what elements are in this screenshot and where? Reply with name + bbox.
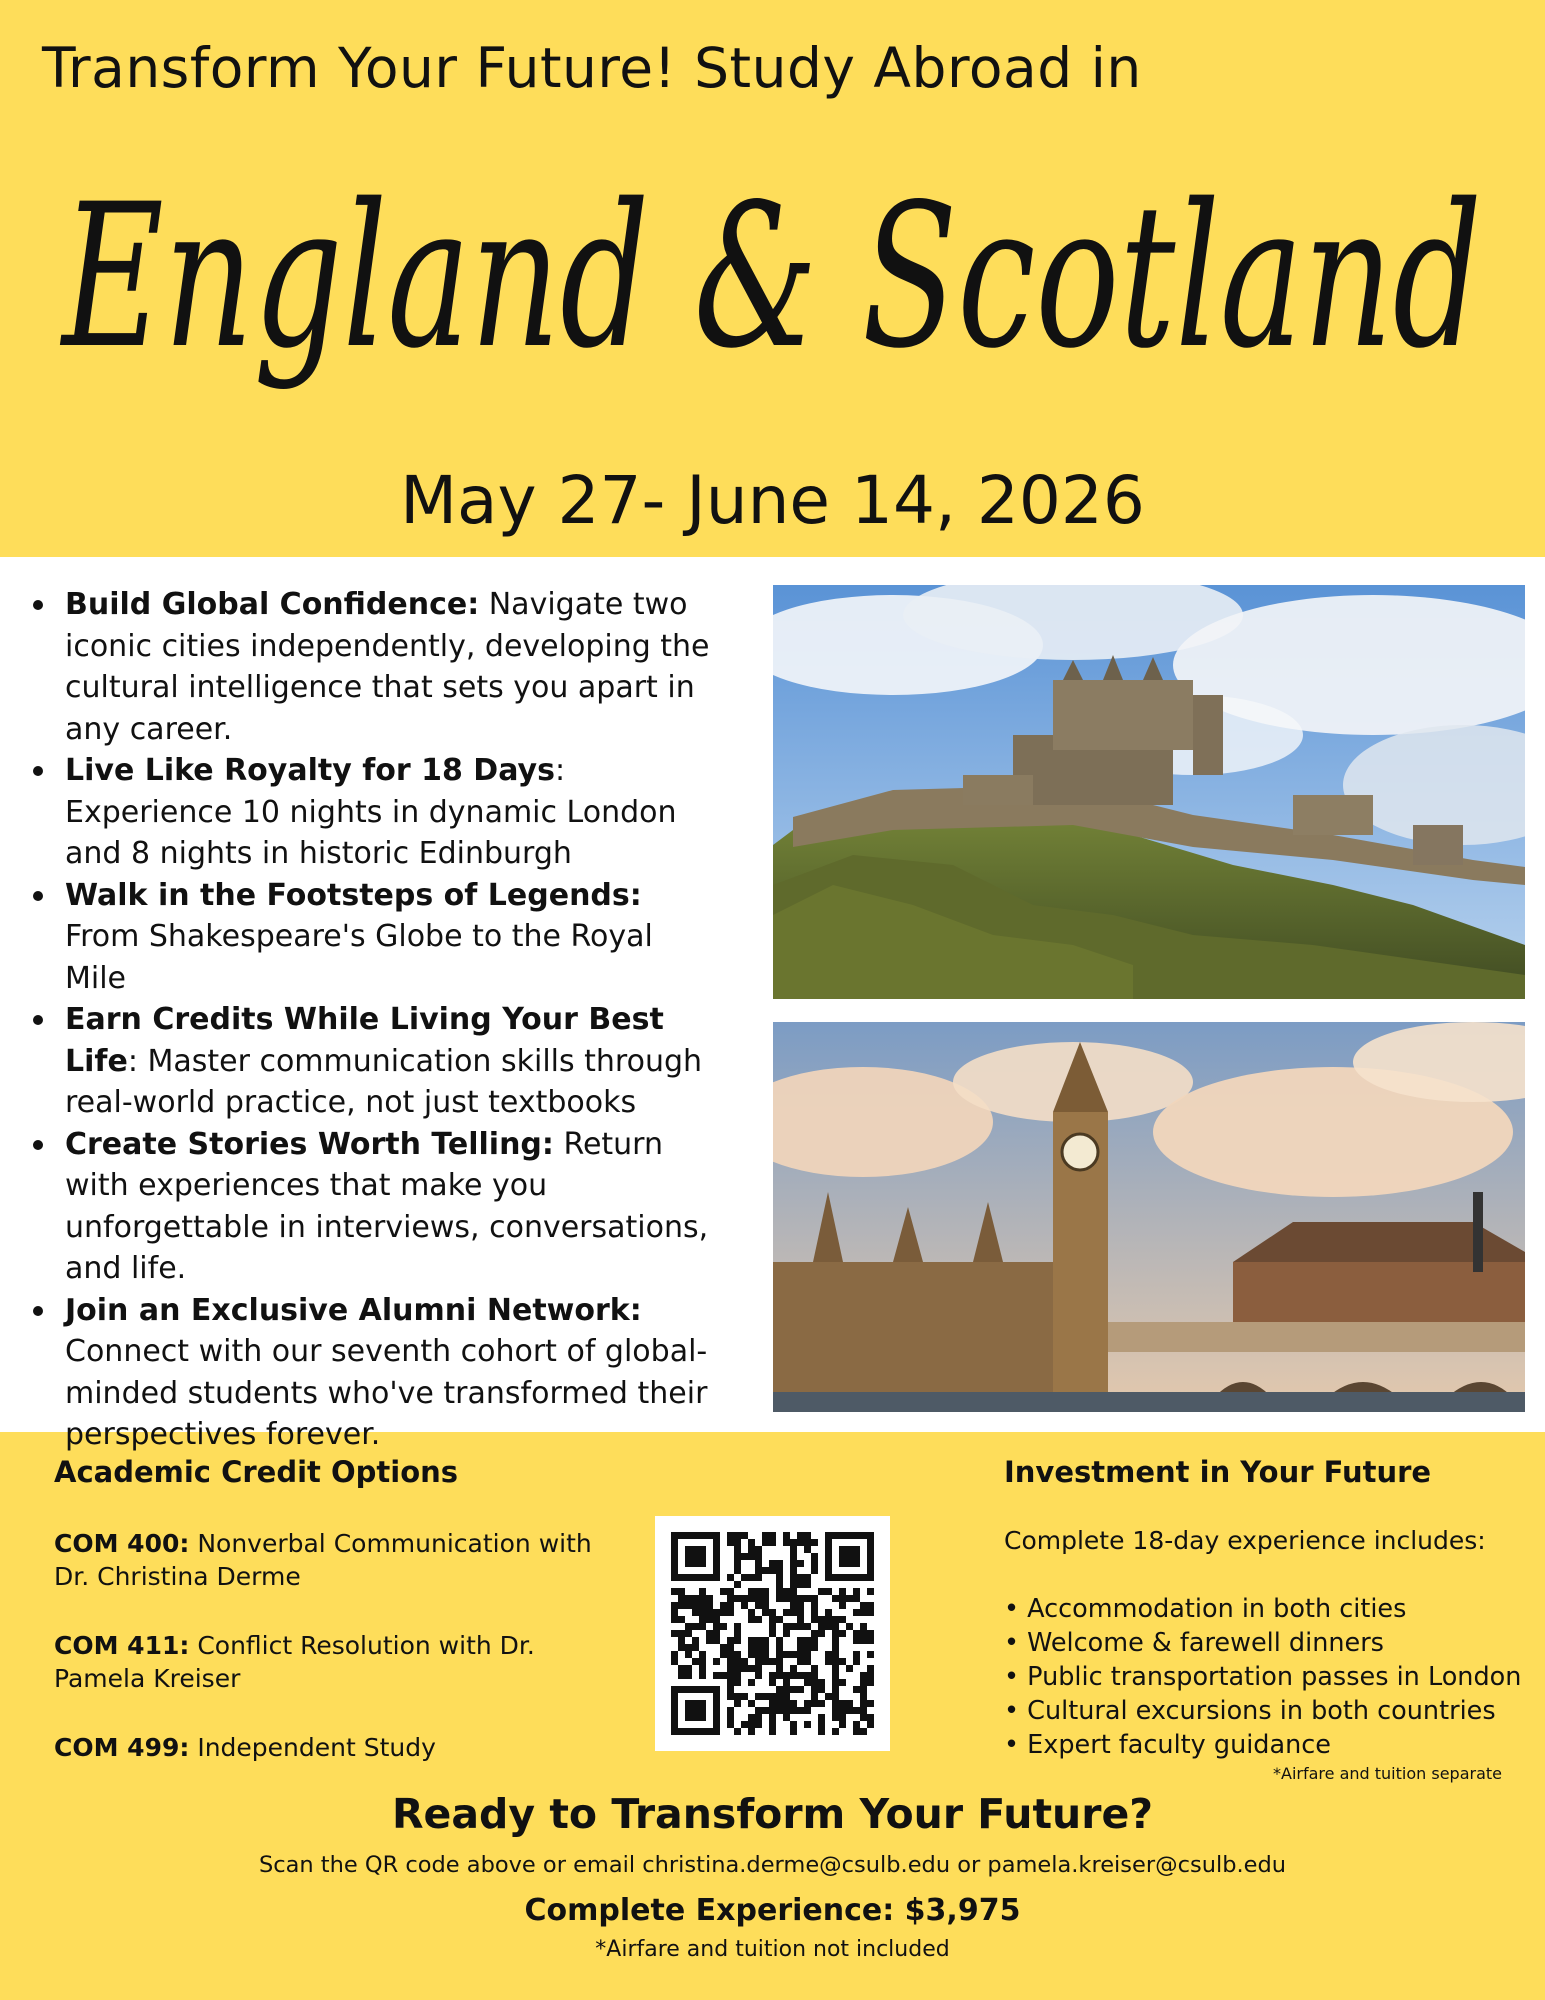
benefit-title: Join an Exclusive Alumni Network:	[65, 1292, 642, 1328]
price-note: *Airfare and tuition not included	[595, 1937, 950, 1962]
benefit-text: From Shakespeare's Globe to the Royal Mile	[65, 919, 653, 996]
benefit-title: Create Stories Worth Telling:	[65, 1126, 554, 1162]
tagline: Transform Your Future! Study Abroad in	[42, 36, 1142, 100]
investment-heading: Investment in Your Future	[1004, 1455, 1432, 1489]
cta-heading: Ready to Transform Your Future?	[391, 1790, 1154, 1838]
benefit-text: Navigate two iconic cities independently, developing the cultural intelligence that sets you apart in any career.	[65, 587, 710, 747]
benefit-item	[26, 584, 716, 750]
london-big-ben-photo	[773, 1022, 1525, 1412]
benefit-item	[26, 875, 716, 1000]
course-desc: Nonverbal Communication with Dr. Christina Derme	[54, 1529, 592, 1591]
course-code: COM 400:	[54, 1529, 190, 1558]
price-total: Complete Experience: $3,975	[524, 1893, 1021, 1928]
include-item: • Accommodation in both cities	[1004, 1594, 1407, 1624]
investment-intro: Complete 18-day experience includes:	[1004, 1526, 1486, 1555]
academic-heading: Academic Credit Options	[54, 1455, 459, 1489]
benefits-list	[26, 584, 716, 1456]
benefit-title: Live Like Royalty for 18 Days	[65, 753, 555, 788]
edinburgh-castle-photo	[773, 585, 1525, 999]
course-code: COM 411:	[54, 1631, 190, 1660]
benefit-text: : Master communication skills through real-world practice, not just textbooks	[65, 1043, 703, 1120]
investment-note: *Airfare and tuition separate	[1273, 1764, 1502, 1783]
course-code: COM 499:	[54, 1733, 190, 1762]
script-title-text: England & Scotland	[59, 161, 1482, 392]
benefit-item	[26, 999, 716, 1124]
course-desc: Independent Study	[189, 1733, 436, 1762]
include-item: • Public transportation passes in London	[1004, 1662, 1522, 1692]
cta-contact: Scan the QR code above or email christina.derme@csulb.edu or pamela.kreiser@csulb.edu	[258, 1852, 1287, 1878]
qr-code-icon[interactable]	[655, 1516, 890, 1751]
benefit-title: Build Global Confidence:	[65, 587, 480, 622]
benefit-item	[26, 1124, 716, 1290]
include-item: • Cultural excursions in both countries	[1004, 1696, 1496, 1726]
script-title	[0, 120, 1545, 464]
benefit-text: : Experience 10 nights in dynamic London and 8 nights in historic Edinburgh	[65, 753, 677, 871]
course-com499	[54, 1731, 634, 1764]
program-dates: May 27- June 14, 2026	[400, 462, 1145, 539]
includes-list	[1004, 1592, 1521, 1762]
course-com411	[54, 1629, 634, 1695]
benefit-text: Return with experiences that make you unforgettable in interviews, conversations, and life.	[65, 1126, 709, 1286]
include-item: • Expert faculty guidance	[1004, 1730, 1331, 1760]
benefit-title: Earn Credits While Living Your Best Life	[65, 1002, 664, 1079]
benefit-title: Walk in the Footsteps of Legends:	[65, 877, 642, 913]
benefit-text: Connect with our seventh cohort of global-minded students who've transformed their perspectives forever.	[65, 1334, 708, 1452]
course-desc: Conflict Resolution with Dr. Pamela Kreiser	[54, 1631, 535, 1693]
course-com400	[54, 1527, 634, 1593]
benefit-item	[26, 750, 716, 875]
benefit-item	[26, 1290, 716, 1456]
include-item: • Welcome & farewell dinners	[1004, 1628, 1384, 1658]
